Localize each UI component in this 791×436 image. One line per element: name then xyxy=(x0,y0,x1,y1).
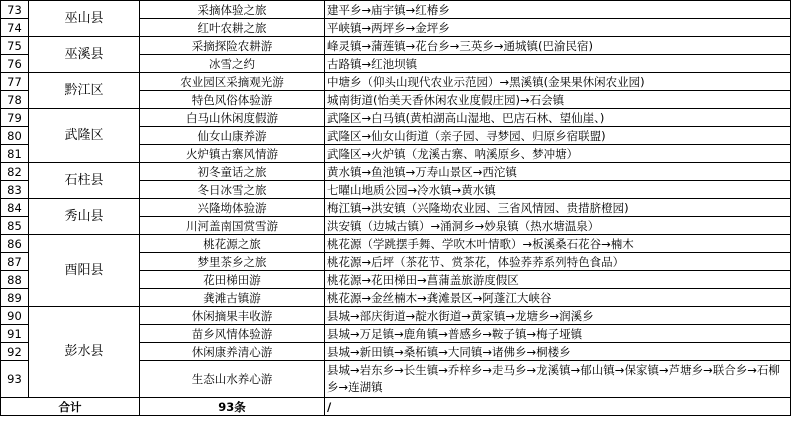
county-cell: 黔江区 xyxy=(29,73,140,109)
table-row xyxy=(1,307,791,325)
route-path: 峰灵镇→蒲莲镇→花台乡→三英乡→通城镇(巴渝民宿) xyxy=(325,37,791,55)
row-number: 74 xyxy=(1,19,29,37)
table-row xyxy=(1,73,791,91)
table-row xyxy=(1,163,791,181)
county-cell: 酉阳县 xyxy=(29,235,140,307)
table-row xyxy=(1,199,791,217)
route-name: 火炉镇古寨风情游 xyxy=(140,145,325,163)
table-row xyxy=(1,109,791,127)
route-path: 桃花源→金丝楠木→龚滩景区→阿蓬江大峡谷 xyxy=(325,289,791,307)
row-number: 85 xyxy=(1,217,29,235)
route-name: 龚滩古镇游 xyxy=(140,289,325,307)
total-count: 93条 xyxy=(140,398,325,416)
routes-table-body xyxy=(1,1,791,398)
row-number: 83 xyxy=(1,181,29,199)
total-note: / xyxy=(325,398,791,416)
route-path: 中塘乡（仰头山现代农业示范园）→黑溪镇(金果果休闲农业园) xyxy=(325,73,791,91)
county-cell: 巫溪县 xyxy=(29,37,140,73)
row-number: 84 xyxy=(1,199,29,217)
row-number: 89 xyxy=(1,289,29,307)
route-name: 特色风俗体验游 xyxy=(140,91,325,109)
route-name: 兴隆坳体验游 xyxy=(140,199,325,217)
route-path: 县城→岩东乡→长生镇→乔梓乡→走马乡→龙溪镇→郁山镇→保家镇→芦塘乡→联合乡→石柳乡→连湖镇 xyxy=(325,361,791,398)
route-path: 桃花源（学跳摆手舞、学吹木叶情歌）→板溪桑石花谷→楠木 xyxy=(325,235,791,253)
route-name: 冬日冰雪之旅 xyxy=(140,181,325,199)
row-number: 93 xyxy=(1,361,29,398)
route-path: 黄水镇→鱼池镇→万寿山景区→西沱镇 xyxy=(325,163,791,181)
route-name: 梦里茶乡之旅 xyxy=(140,253,325,271)
route-path: 县城→万足镇→鹿角镇→普感乡→鞍子镇→梅子垭镇 xyxy=(325,325,791,343)
row-number: 77 xyxy=(1,73,29,91)
county-cell: 巫山县 xyxy=(29,1,140,37)
county-cell: 石柱县 xyxy=(29,163,140,199)
row-number: 78 xyxy=(1,91,29,109)
route-path: 武隆区→仙女山街道（亲子园、寻梦园、归原乡宿联盟) xyxy=(325,127,791,145)
row-number: 87 xyxy=(1,253,29,271)
route-name: 采摘体验之旅 xyxy=(140,1,325,19)
row-number: 91 xyxy=(1,325,29,343)
county-cell: 彭水县 xyxy=(29,307,140,398)
row-number: 75 xyxy=(1,37,29,55)
row-number: 86 xyxy=(1,235,29,253)
route-path: 县城→新田镇→桑柘镇→大同镇→诸佛乡→桐楼乡 xyxy=(325,343,791,361)
route-name: 初冬童话之旅 xyxy=(140,163,325,181)
row-number: 76 xyxy=(1,55,29,73)
row-number: 82 xyxy=(1,163,29,181)
row-number: 73 xyxy=(1,1,29,19)
row-number: 88 xyxy=(1,271,29,289)
row-number: 90 xyxy=(1,307,29,325)
row-number: 80 xyxy=(1,127,29,145)
route-path: 桃花源→花田梯田→菖蒲盖旅游度假区 xyxy=(325,271,791,289)
route-name: 冰雪之约 xyxy=(140,55,325,73)
route-name: 休闲康养清心游 xyxy=(140,343,325,361)
total-label: 合计 xyxy=(1,398,140,416)
route-path: 武隆区→白马镇(黄柏湖高山湿地、巴店石林、望仙崖、) xyxy=(325,109,791,127)
row-number: 81 xyxy=(1,145,29,163)
route-name: 采摘探险农耕游 xyxy=(140,37,325,55)
route-name: 花田梯田游 xyxy=(140,271,325,289)
route-path: 城南街道(怡美天香休闲农业度假庄园)→石会镇 xyxy=(325,91,791,109)
table-row xyxy=(1,37,791,55)
route-path: 平峡镇→两坪乡→金坪乡 xyxy=(325,19,791,37)
route-path: 七曜山地质公园→冷水镇→黄水镇 xyxy=(325,181,791,199)
route-path: 古路镇→红池坝镇 xyxy=(325,55,791,73)
route-path: 桃花源→后坪（茶花节、赏茶花，体验荞荞系列特色食品） xyxy=(325,253,791,271)
route-name: 川河盖南国赏雪游 xyxy=(140,217,325,235)
route-path: 县城→部庆街道→靛水街道→黄家镇→龙塘乡→润溪乡 xyxy=(325,307,791,325)
route-name: 休闲摘果丰收游 xyxy=(140,307,325,325)
route-name: 桃花源之旅 xyxy=(140,235,325,253)
row-number: 79 xyxy=(1,109,29,127)
route-path: 建平乡→庙宇镇→红椿乡 xyxy=(325,1,791,19)
total-row xyxy=(1,398,791,416)
route-path: 洪安镇（边城古镇）→涌洞乡→妙泉镇（热水塘温泉） xyxy=(325,217,791,235)
route-path: 武隆区→火炉镇（龙溪古寨、呐溪原乡、梦冲塘） xyxy=(325,145,791,163)
row-number: 92 xyxy=(1,343,29,361)
table-row xyxy=(1,1,791,19)
route-path: 梅江镇→洪安镇（兴隆坳农业园、三省风情园、贵措脐橙园) xyxy=(325,199,791,217)
county-cell: 武隆区 xyxy=(29,109,140,163)
route-name: 仙女山康养游 xyxy=(140,127,325,145)
route-name: 白马山休闲度假游 xyxy=(140,109,325,127)
route-name: 红叶农耕之旅 xyxy=(140,19,325,37)
route-name: 农业园区采摘观光游 xyxy=(140,73,325,91)
county-cell: 秀山县 xyxy=(29,199,140,235)
route-name: 苗乡风情体验游 xyxy=(140,325,325,343)
route-name: 生态山水养心游 xyxy=(140,361,325,398)
table-row xyxy=(1,235,791,253)
